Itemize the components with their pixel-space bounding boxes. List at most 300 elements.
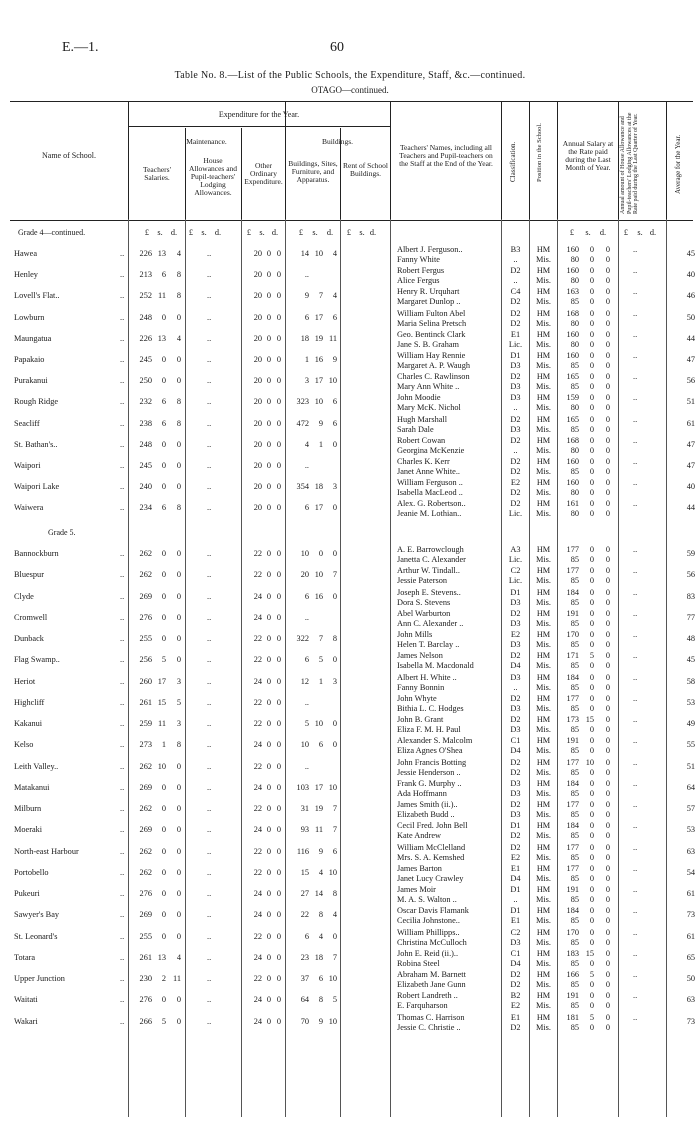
teacher-salary: 0 bbox=[589, 672, 594, 682]
other-expenditure-value: 0 bbox=[266, 676, 271, 686]
buildings-value: 0 bbox=[332, 439, 337, 449]
teacher-row bbox=[0, 831, 700, 841]
teacher-salary: 0 bbox=[605, 403, 610, 413]
teacher-position: Mis. bbox=[536, 339, 551, 349]
teacher-salary: 0 bbox=[605, 693, 610, 703]
school-name: Kakanui bbox=[14, 719, 43, 728]
other-expenditure-value: 0 bbox=[266, 503, 271, 513]
teacher-position: Mis. bbox=[536, 831, 551, 841]
page-number: 60 bbox=[330, 40, 344, 55]
teacher-row bbox=[0, 499, 700, 509]
other-expenditure-value: 0 bbox=[276, 355, 281, 364]
annual-amount-value: .. bbox=[633, 545, 638, 554]
teacher-salary: 0 bbox=[589, 800, 594, 809]
teacher-salary: 0 bbox=[605, 618, 610, 628]
school-name: Matakanui bbox=[14, 782, 50, 792]
other-expenditure-value: 0 bbox=[266, 719, 271, 728]
leader-dots: .. bbox=[120, 804, 125, 813]
teacher-position: Mis. bbox=[536, 488, 551, 498]
teacher-position: Mis. bbox=[536, 255, 551, 264]
teacher-salary: 177 bbox=[566, 863, 579, 873]
school-name: Waiwera bbox=[14, 503, 44, 513]
leader-dots: .. bbox=[120, 952, 125, 962]
teachers-salaries-value: 0 bbox=[176, 931, 181, 941]
other-expenditure-value: 0 bbox=[276, 312, 281, 322]
house-allowance-value: .. bbox=[207, 974, 212, 983]
leader-dots: .. bbox=[120, 570, 125, 580]
school-name: Purakanui bbox=[14, 376, 48, 386]
teacher-position: Mis. bbox=[536, 682, 551, 692]
teacher-name: Elizabeth Jane Gunn bbox=[397, 980, 466, 989]
teacher-name: Mary McK. Nichol bbox=[397, 403, 461, 413]
teacher-salary: 191 bbox=[566, 991, 579, 1001]
teachers-salaries-value: 0 bbox=[161, 846, 166, 856]
teachers-salaries-value: 276 bbox=[139, 995, 152, 1005]
grade-4-heading: Grade 4—continued. bbox=[18, 228, 86, 237]
teacher-salary: 85 bbox=[570, 661, 579, 671]
teacher-row bbox=[0, 991, 700, 1001]
table-subtitle: OTAGO—continued. bbox=[311, 85, 389, 95]
buildings-value: 11 bbox=[329, 333, 337, 343]
annual-amount-value: .. bbox=[633, 863, 638, 873]
currency-unit-label: d. bbox=[170, 228, 178, 237]
teacher-classification: D2 bbox=[510, 457, 521, 466]
teacher-row bbox=[0, 330, 700, 340]
school-name: Maungatua bbox=[14, 333, 52, 343]
teacher-salary: 0 bbox=[605, 445, 610, 455]
teacher-salary: 0 bbox=[589, 885, 594, 894]
other-expenditure-value: 0 bbox=[266, 782, 271, 792]
buildings-value: 10 bbox=[314, 719, 323, 728]
teacher-salary: 0 bbox=[605, 682, 610, 692]
teachers-salaries-value: 6 bbox=[161, 270, 166, 280]
teacher-position: Mis. bbox=[536, 937, 551, 947]
other-expenditure-value: 0 bbox=[266, 825, 271, 835]
teacher-salary: 0 bbox=[605, 672, 610, 682]
teacher-salary: 85 bbox=[570, 382, 579, 392]
house-allowance-value: .. bbox=[207, 549, 212, 558]
leader-dots: .. bbox=[120, 782, 125, 792]
leader-dots: .. bbox=[120, 312, 125, 322]
teacher-salary: 0 bbox=[605, 970, 610, 979]
house-allowance-value: .. bbox=[207, 270, 212, 280]
other-expenditure-value: 20 bbox=[253, 312, 262, 322]
teacher-position: Mis. bbox=[536, 297, 551, 307]
teacher-classification: D3 bbox=[510, 361, 521, 370]
teacher-salary: 0 bbox=[605, 736, 610, 746]
teacher-classification: Lic. bbox=[508, 555, 523, 564]
teachers-salaries-value: 0 bbox=[176, 825, 181, 835]
teacher-classification: D2 bbox=[510, 297, 521, 307]
teachers-salaries-value: 4 bbox=[176, 952, 181, 962]
currency-unit-label: s. bbox=[201, 228, 207, 237]
annual-amount-value: .. bbox=[633, 715, 638, 724]
teacher-name: John Mills bbox=[397, 630, 433, 639]
teacher-position: Mis. bbox=[536, 576, 551, 586]
teacher-position: Mis. bbox=[536, 725, 551, 734]
house-allowance-value: .. bbox=[207, 355, 212, 364]
other-expenditure-value: 0 bbox=[276, 889, 281, 898]
other-expenditure-value: 0 bbox=[266, 291, 271, 301]
teacher-salary: 0 bbox=[605, 1001, 610, 1011]
teacher-salary: 0 bbox=[589, 682, 594, 692]
house-allowance-value: .. bbox=[207, 570, 212, 580]
teacher-name: Arthur W. Tindall.. bbox=[397, 566, 460, 576]
annual-amount-value: .. bbox=[633, 608, 638, 618]
annual-amount-value: .. bbox=[633, 266, 638, 276]
teacher-row bbox=[0, 1013, 700, 1023]
buildings-value: 18 bbox=[300, 333, 309, 343]
teacher-position: HM bbox=[536, 266, 551, 276]
teacher-salary: 0 bbox=[605, 457, 610, 466]
teacher-name: Robert Fergus bbox=[397, 266, 445, 276]
other-expenditure-value: 24 bbox=[253, 889, 262, 898]
teacher-row bbox=[0, 576, 700, 586]
teacher-name: William Ferguson .. bbox=[397, 478, 463, 488]
leader-dots: .. bbox=[120, 846, 125, 856]
teachers-salaries-value: 3 bbox=[176, 676, 181, 686]
teacher-name: Sarah Dale bbox=[397, 424, 434, 434]
teacher-salary: 0 bbox=[605, 372, 610, 382]
teacher-position: Mis. bbox=[536, 403, 551, 413]
teacher-salary: 85 bbox=[570, 767, 579, 777]
currency-unit-label: d. bbox=[214, 228, 222, 237]
teacher-name: Ada Hoffmann bbox=[397, 788, 447, 798]
teacher-salary: 0 bbox=[605, 297, 610, 307]
teachers-salaries-value: 15 bbox=[157, 697, 166, 707]
teacher-classification: D2 bbox=[510, 499, 521, 509]
teacher-position: HM bbox=[536, 715, 551, 724]
other-expenditure-value: 24 bbox=[253, 676, 262, 686]
house-allowance-value: .. bbox=[207, 952, 212, 962]
teachers-salaries-value: 0 bbox=[161, 439, 166, 449]
teachers-salaries-value: 0 bbox=[161, 612, 166, 622]
teacher-name: William Fulton Abel bbox=[397, 308, 466, 318]
teacher-position: HM bbox=[536, 948, 551, 958]
teacher-salary: 0 bbox=[589, 509, 594, 519]
teachers-salaries-value: 2 bbox=[161, 974, 166, 983]
teachers-salaries-value: 0 bbox=[161, 355, 166, 364]
teachers-salaries-value: 8 bbox=[176, 291, 181, 301]
leader-dots: .. bbox=[120, 549, 125, 558]
other-expenditure-value: 0 bbox=[266, 355, 271, 364]
other-expenditure-value: 0 bbox=[266, 333, 271, 343]
teacher-name: Mrs. S. A. Kemshed bbox=[397, 852, 465, 862]
buildings-value: 6 bbox=[332, 397, 337, 407]
teacher-name: John E. Reid (ii.).. bbox=[397, 948, 459, 958]
buildings-value: 17 bbox=[314, 312, 323, 322]
average-attendance: 50 bbox=[686, 974, 695, 983]
average-attendance: 53 bbox=[686, 697, 695, 707]
house-allowance-value: .. bbox=[207, 397, 212, 407]
teacher-position: HM bbox=[536, 478, 551, 488]
other-expenditure-value: 0 bbox=[276, 482, 281, 492]
teachers-salaries-value: 0 bbox=[161, 931, 166, 941]
teachers-salaries-value: 6 bbox=[161, 418, 166, 428]
teacher-classification: D1 bbox=[510, 885, 521, 894]
buildings-value: 5 bbox=[332, 995, 337, 1005]
other-expenditure-value: 0 bbox=[276, 291, 281, 301]
teacher-salary: 0 bbox=[605, 266, 610, 276]
average-attendance: 48 bbox=[686, 634, 695, 643]
other-expenditure-value: 20 bbox=[253, 270, 262, 280]
teachers-salaries-value: 248 bbox=[139, 439, 152, 449]
other-expenditure-value: 0 bbox=[266, 846, 271, 856]
teacher-name: Mary Ann White .. bbox=[397, 382, 460, 392]
teacher-row bbox=[0, 895, 700, 905]
leader-dots: .. bbox=[120, 291, 125, 301]
other-expenditure-value: 0 bbox=[266, 591, 271, 601]
average-attendance: 40 bbox=[686, 482, 695, 492]
school-name: Leith Valley.. bbox=[14, 761, 59, 771]
teacher-name: Alex. G. Robertson.. bbox=[397, 499, 466, 509]
buildings-value: 19 bbox=[314, 333, 323, 343]
teacher-salary: 0 bbox=[589, 287, 594, 297]
teachers-salaries-value: 245 bbox=[139, 355, 152, 364]
buildings-value: 10 bbox=[328, 867, 337, 877]
average-attendance: 47 bbox=[686, 355, 695, 364]
average-attendance: 59 bbox=[686, 549, 695, 558]
buildings-value: 5 bbox=[318, 655, 323, 665]
buildings-value: 14 bbox=[300, 249, 309, 258]
school-name: Cromwell bbox=[14, 612, 48, 622]
teacher-salary: 0 bbox=[605, 651, 610, 661]
average-attendance: 44 bbox=[686, 333, 695, 343]
teachers-salaries-value: 3 bbox=[176, 719, 181, 728]
teachers-salaries-value: 273 bbox=[139, 740, 152, 750]
teacher-position: Mis. bbox=[536, 661, 551, 671]
teacher-classification: E1 bbox=[510, 329, 521, 339]
teachers-salaries-value: 5 bbox=[176, 697, 181, 707]
other-expenditure-value: 0 bbox=[276, 591, 281, 601]
teacher-position: Mis. bbox=[536, 445, 551, 455]
teacher-salary: 0 bbox=[589, 393, 594, 403]
currency-unit-label: £ bbox=[346, 228, 352, 237]
teacher-salary: 0 bbox=[589, 445, 594, 455]
teacher-classification: D4 bbox=[510, 958, 521, 968]
teacher-salary: 184 bbox=[566, 672, 579, 682]
other-expenditure-value: 0 bbox=[276, 655, 281, 665]
teacher-salary: 0 bbox=[589, 587, 594, 597]
school-name: St. Bathan's.. bbox=[14, 439, 58, 449]
teacher-name: Georgina McKenzie bbox=[397, 445, 465, 455]
teacher-salary: 165 bbox=[566, 372, 579, 382]
other-expenditure-value: 0 bbox=[266, 612, 271, 622]
teacher-salary: 0 bbox=[589, 788, 594, 798]
annual-amount-value: .. bbox=[633, 800, 638, 809]
teacher-salary: 0 bbox=[605, 927, 610, 937]
average-attendance: 45 bbox=[686, 249, 695, 258]
teacher-position: HM bbox=[536, 906, 551, 916]
teacher-classification: D1 bbox=[510, 587, 521, 597]
teacher-classification: D2 bbox=[510, 693, 521, 703]
average-attendance: 50 bbox=[686, 312, 695, 322]
teacher-salary: 0 bbox=[589, 831, 594, 841]
other-expenditure-value: 0 bbox=[266, 804, 271, 813]
currency-unit-label: £ bbox=[188, 228, 194, 237]
teacher-classification: D2 bbox=[510, 651, 521, 661]
teacher-row bbox=[0, 509, 700, 519]
other-expenditure-value: 24 bbox=[253, 612, 262, 622]
header-house-allowances: House Allowances and Pupil-teachers' Lodging Allowances. bbox=[188, 156, 238, 197]
buildings-value: 0 bbox=[332, 591, 337, 601]
annual-amount-value: .. bbox=[633, 885, 638, 894]
leader-dots: .. bbox=[120, 889, 125, 898]
teachers-salaries-value: 0 bbox=[176, 312, 181, 322]
teacher-salary: 0 bbox=[589, 810, 594, 819]
buildings-value: 7 bbox=[332, 825, 337, 835]
teacher-position: Mis. bbox=[536, 467, 551, 476]
header-position: Position in the School. bbox=[536, 123, 543, 182]
teacher-salary: 0 bbox=[605, 597, 610, 607]
teacher-name: John Francis Botting bbox=[397, 757, 467, 767]
leader-dots: .. bbox=[120, 825, 125, 835]
teachers-salaries-value: 0 bbox=[176, 461, 181, 470]
average-attendance: 51 bbox=[686, 761, 695, 771]
house-allowance-value: .. bbox=[207, 1016, 212, 1026]
teacher-salary: 160 bbox=[566, 329, 579, 339]
leader-dots: .. bbox=[120, 503, 125, 513]
buildings-value: 6 bbox=[332, 418, 337, 428]
leader-dots: .. bbox=[120, 270, 125, 280]
teacher-name: Jeanie M. Lothian.. bbox=[397, 509, 462, 519]
currency-unit-label: £ bbox=[569, 228, 575, 237]
other-expenditure-value: 24 bbox=[253, 1016, 262, 1026]
teacher-classification: .. bbox=[513, 895, 518, 904]
teacher-name: Ann C. Alexander .. bbox=[397, 618, 464, 628]
other-expenditure-value: 24 bbox=[253, 591, 262, 601]
teacher-salary: 0 bbox=[605, 630, 610, 639]
teacher-position: HM bbox=[536, 651, 551, 661]
header-buildings: Buildings. bbox=[321, 137, 354, 146]
teacher-classification: D3 bbox=[510, 393, 521, 403]
annual-amount-value: .. bbox=[633, 927, 638, 937]
buildings-value: 64 bbox=[300, 995, 309, 1005]
other-expenditure-value: 0 bbox=[266, 867, 271, 877]
teacher-salary: 0 bbox=[605, 488, 610, 498]
teacher-classification: .. bbox=[513, 445, 518, 455]
teacher-salary: 0 bbox=[589, 424, 594, 434]
teacher-row bbox=[0, 566, 700, 576]
teacher-row bbox=[0, 949, 700, 959]
average-attendance: 56 bbox=[686, 570, 695, 580]
annual-amount-value: .. bbox=[633, 435, 638, 445]
teacher-salary: 0 bbox=[605, 587, 610, 597]
teacher-salary: 0 bbox=[589, 630, 594, 639]
buildings-value: .. bbox=[304, 761, 309, 771]
average-attendance: 61 bbox=[686, 418, 695, 428]
teacher-salary: 0 bbox=[589, 640, 594, 649]
average-attendance: 55 bbox=[686, 740, 695, 750]
annual-amount-value: .. bbox=[633, 351, 638, 360]
teacher-salary: 0 bbox=[589, 895, 594, 904]
school-name: Dunback bbox=[14, 634, 44, 643]
school-name: Moeraki bbox=[14, 825, 43, 835]
teacher-position: HM bbox=[536, 630, 551, 639]
annual-amount-value: .. bbox=[633, 821, 638, 831]
buildings-value: 8 bbox=[318, 995, 323, 1005]
annual-amount-value: .. bbox=[633, 991, 638, 1001]
teacher-classification: D3 bbox=[510, 725, 521, 734]
school-name: Heriot bbox=[14, 676, 36, 686]
teacher-name: John Moodie bbox=[397, 393, 441, 403]
buildings-value: 6 bbox=[318, 740, 323, 750]
teacher-row bbox=[0, 609, 700, 619]
school-name: Rough Ridge bbox=[14, 397, 59, 407]
teacher-position: HM bbox=[536, 351, 551, 360]
teacher-classification: D3 bbox=[510, 937, 521, 947]
teacher-classification: Lic. bbox=[508, 509, 523, 519]
teacher-salary: 85 bbox=[570, 555, 579, 564]
teacher-salary: 85 bbox=[570, 852, 579, 862]
annual-amount-value: .. bbox=[633, 587, 638, 597]
teacher-classification: C2 bbox=[510, 927, 521, 937]
teacher-classification: D3 bbox=[510, 424, 521, 434]
teacher-name: Kate Andrew bbox=[397, 831, 442, 841]
teacher-salary: 0 bbox=[589, 414, 594, 424]
school-name: Waipori Lake bbox=[14, 482, 60, 492]
teacher-row bbox=[0, 970, 700, 980]
teacher-salary: 0 bbox=[605, 424, 610, 434]
teacher-name: James Nelson bbox=[397, 651, 443, 661]
leader-dots: .. bbox=[120, 355, 125, 364]
other-expenditure-value: 22 bbox=[253, 655, 262, 665]
buildings-value: 9 bbox=[332, 355, 337, 364]
other-expenditure-value: 0 bbox=[276, 974, 281, 983]
leader-dots: .. bbox=[120, 995, 125, 1005]
teacher-position: HM bbox=[536, 435, 551, 445]
teacher-row bbox=[0, 694, 700, 704]
teacher-position: Mis. bbox=[536, 1001, 551, 1011]
buildings-value: 31 bbox=[300, 804, 309, 813]
school-name: North-east Harbour bbox=[14, 846, 79, 856]
teacher-salary: 168 bbox=[566, 308, 579, 318]
teachers-salaries-value: 8 bbox=[176, 418, 181, 428]
average-attendance: 49 bbox=[686, 719, 695, 728]
teacher-position: HM bbox=[536, 457, 551, 466]
teacher-salary: 0 bbox=[589, 618, 594, 628]
teacher-position: Mis. bbox=[536, 873, 551, 883]
teachers-salaries-value: 0 bbox=[161, 867, 166, 877]
buildings-value: 10 bbox=[300, 549, 309, 558]
teacher-row bbox=[0, 789, 700, 799]
teacher-row bbox=[0, 425, 700, 435]
teacher-name: Christina McCulloch bbox=[397, 937, 467, 947]
other-expenditure-value: 0 bbox=[276, 1016, 281, 1026]
teacher-name: Thomas C. Harrison bbox=[397, 1012, 465, 1022]
school-name: Highcliff bbox=[14, 697, 45, 707]
teacher-salary: 0 bbox=[589, 576, 594, 586]
house-allowance-value: .. bbox=[207, 634, 212, 643]
school-name: Bluespur bbox=[14, 570, 44, 580]
teacher-salary: 0 bbox=[589, 545, 594, 554]
teacher-row bbox=[0, 779, 700, 789]
teacher-row bbox=[0, 800, 700, 810]
teacher-salary: 0 bbox=[589, 318, 594, 328]
teacher-classification: D4 bbox=[510, 873, 521, 883]
teacher-salary: 184 bbox=[566, 821, 579, 831]
buildings-value: 23 bbox=[300, 952, 309, 962]
other-expenditure-value: 22 bbox=[253, 634, 262, 643]
buildings-value: 6 bbox=[332, 846, 337, 856]
teacher-salary: 0 bbox=[589, 372, 594, 382]
buildings-value: 6 bbox=[304, 591, 309, 601]
teachers-salaries-value: 0 bbox=[161, 995, 166, 1005]
teacher-salary: 0 bbox=[605, 767, 610, 777]
buildings-value: 9 bbox=[318, 846, 323, 856]
buildings-value: 7 bbox=[332, 952, 337, 962]
other-expenditure-value: 0 bbox=[276, 676, 281, 686]
